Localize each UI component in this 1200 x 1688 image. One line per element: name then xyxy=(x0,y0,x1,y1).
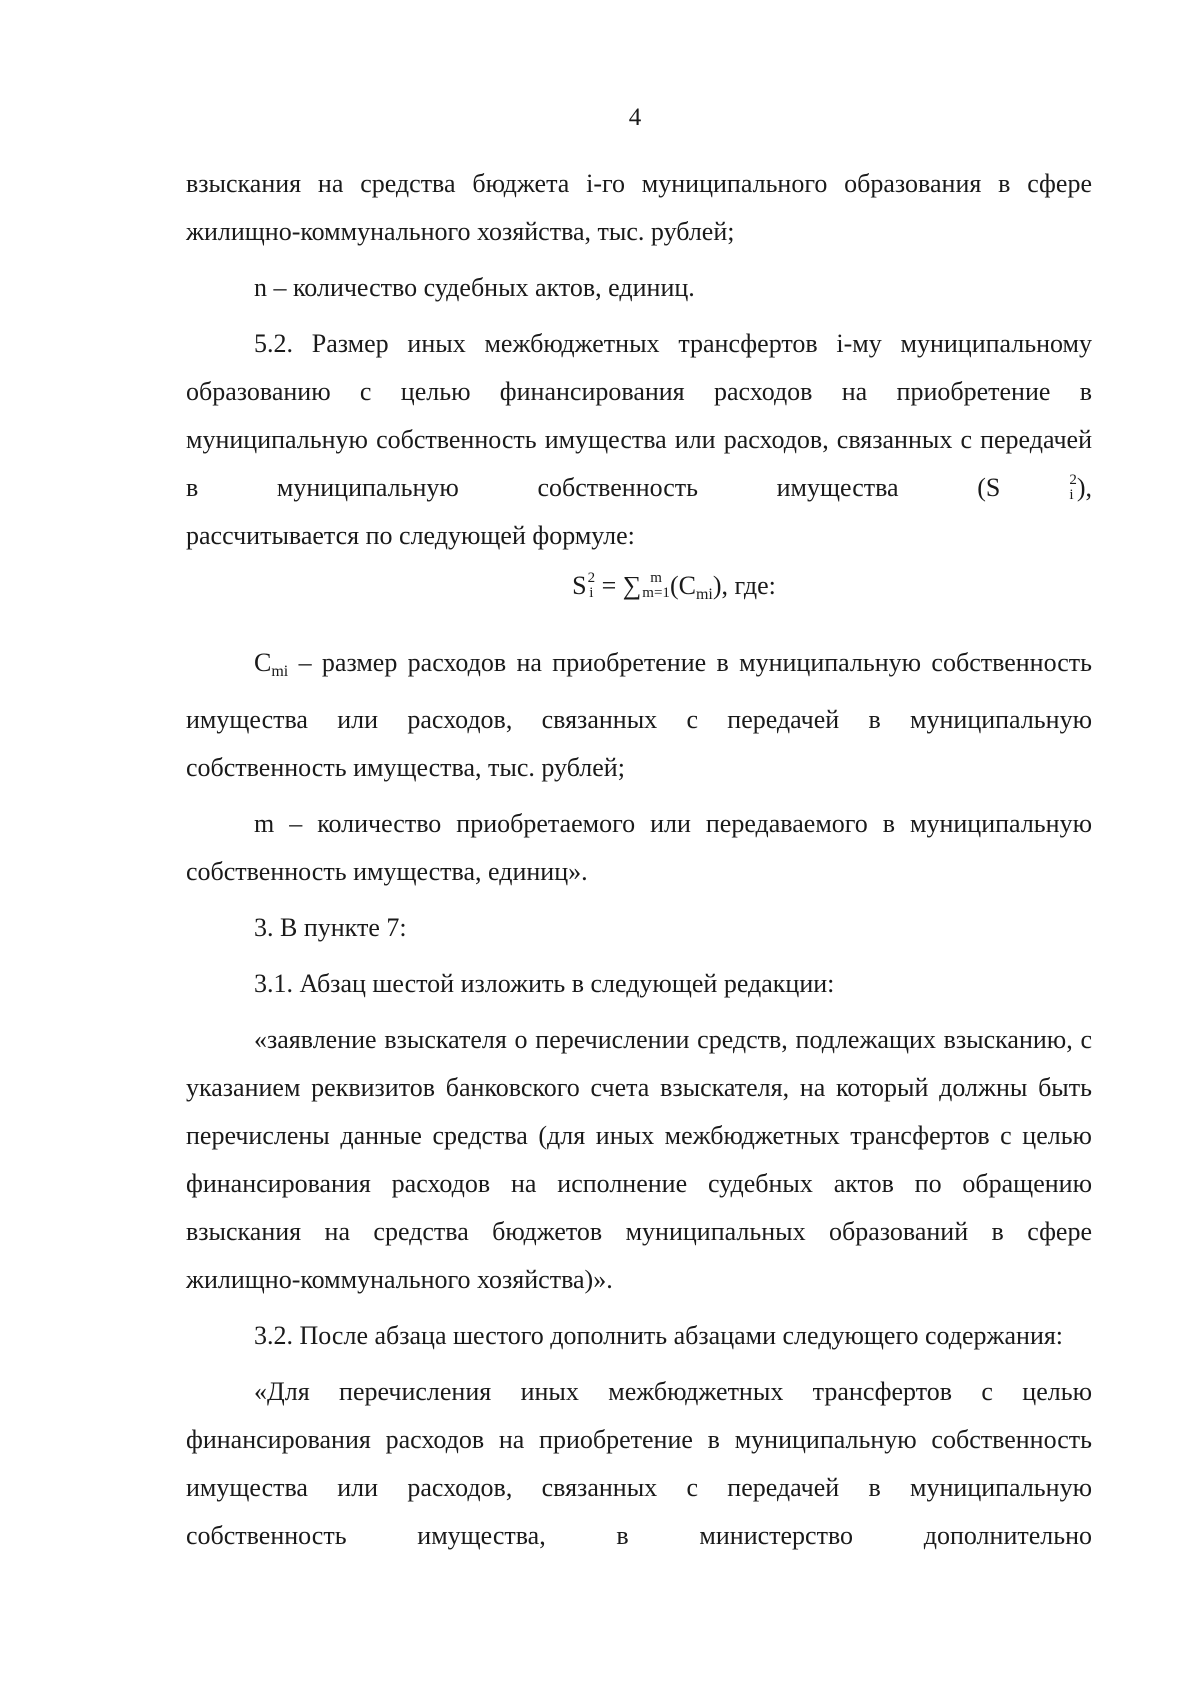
paragraph-m-definition: m – количество приобретаемого или передаваемого в муниципальную собственность имущества, единиц». xyxy=(186,809,1092,886)
symbol-s-i-2: (S 2 i ), xyxy=(977,472,1092,504)
paragraph-5-2-end: рассчитывается по следующей формуле: xyxy=(186,521,635,550)
paragraph-3: 3. В пункте 7: xyxy=(254,913,407,942)
paragraph-quote-transfer: «Для перечисления иных межбюджетных трансфертов с целью финансирования расходов на приобретение в муниципальную собственность имущества или расходов, связанных с передачей в муниципальную собственность имущества, в министерство дополнительно xyxy=(186,1377,1092,1550)
paragraph-5-2-text: 5.2. Размер иных межбюджетных трансфертов i-му муниципальному образованию с целью финансирования расходов на приобретение в муниципальную собственность имущества или расходов, связанных с передачей в муниципальную собственность имущества xyxy=(186,329,1092,502)
paragraph-5-2 xyxy=(186,320,1092,512)
document-body xyxy=(186,160,1092,1560)
paragraph-quote-application: «заявление взыскателя о перечислении средств, подлежащих взысканию, с указанием реквизитов банковского счета взыскателя, на который должны быть перечислены данные средства (для иных межбюджетных трансфертов с целью финансирования расходов на исполнение судебных актов по обращению взыскания на средства бюджетов муниципальных образований в сфере жилищно-коммунального хозяйства)». xyxy=(186,1025,1092,1294)
formula: S 2 i = ∑ m m=1 (Cmi), где: xyxy=(572,570,776,603)
paragraph-cmi-definition: Cmi – размер расходов на приобретение в муниципальную собственность имущества или расходов, связанных с передачей в муниципальную собственность имущества, тыс. рублей; xyxy=(186,648,1092,782)
paragraph-continuation: взыскания на средства бюджета i-го муниципального образования в сфере жилищно-коммунального хозяйства, тыс. рублей; xyxy=(186,169,1092,246)
page-number: 4 xyxy=(628,104,642,131)
paragraph-n-definition: n – количество судебных актов, единиц. xyxy=(254,273,695,302)
paragraph-3-1: 3.1. Абзац шестой изложить в следующей редакции: xyxy=(254,969,835,998)
paragraph-3-2: 3.2. После абзаца шестого дополнить абзацами следующего содержания: xyxy=(254,1321,1064,1350)
